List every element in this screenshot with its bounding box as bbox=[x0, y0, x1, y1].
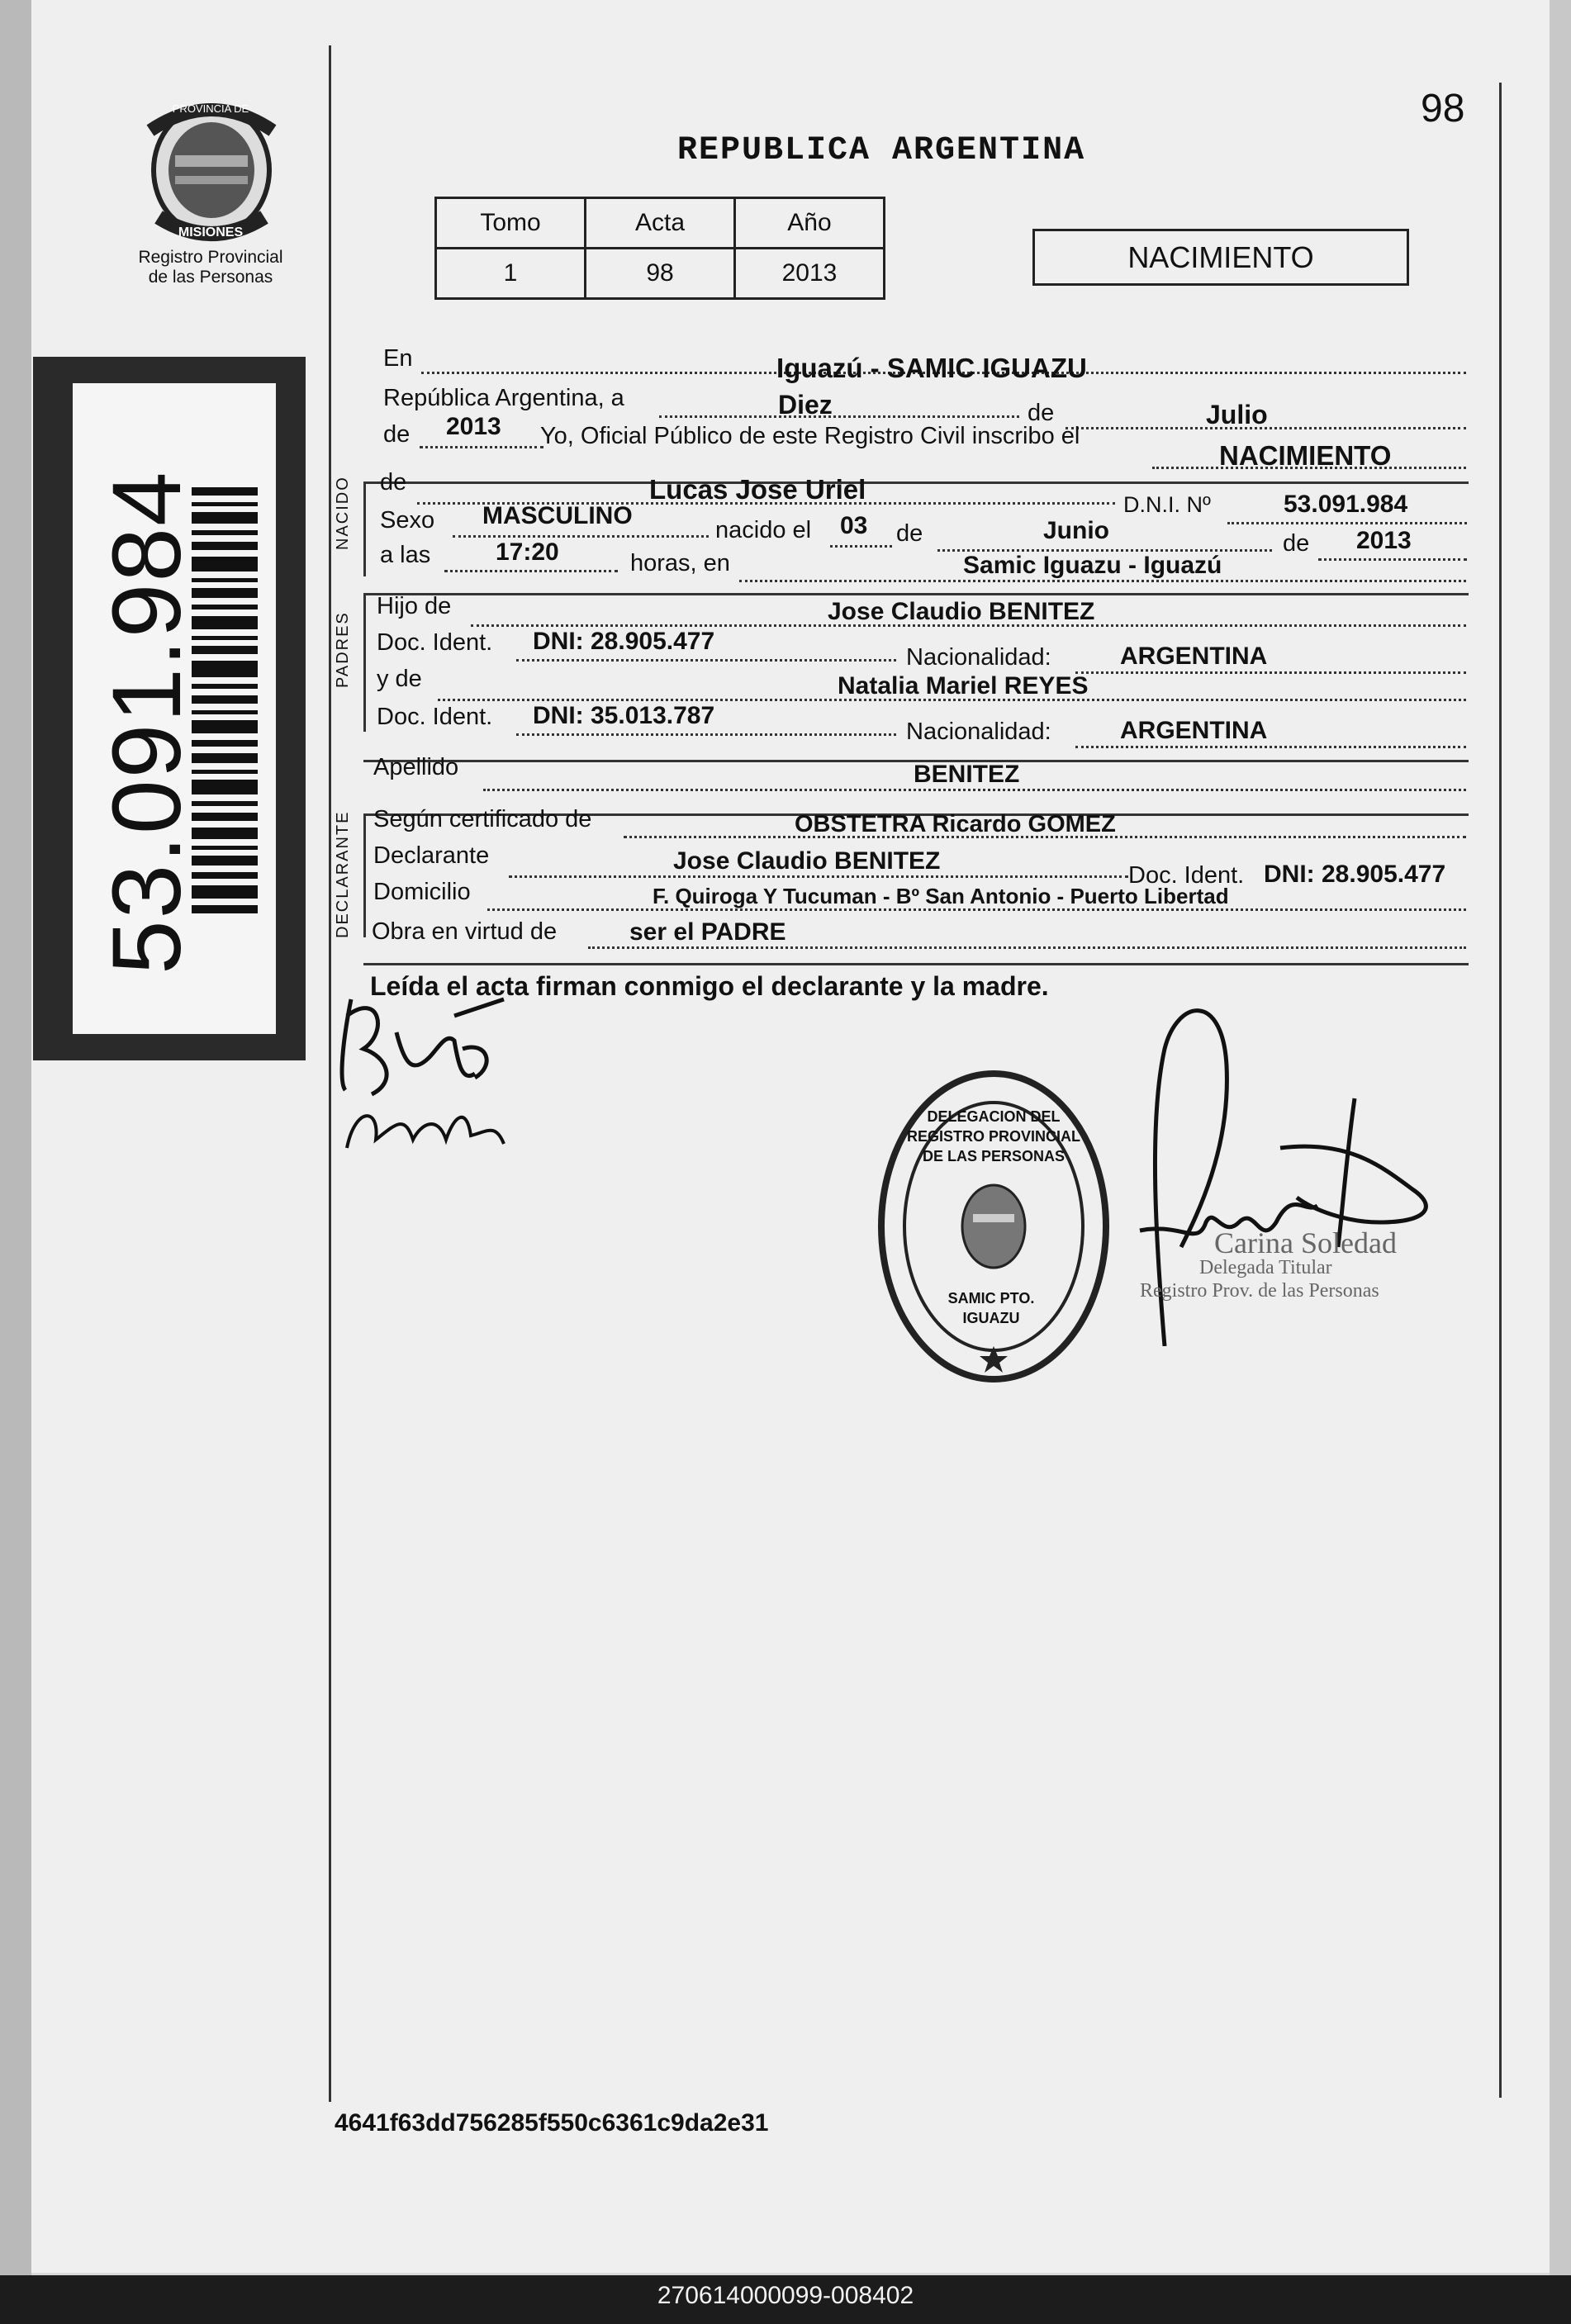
record-value-tomo: 1 bbox=[436, 249, 586, 299]
declarante-label: Declarante bbox=[373, 842, 490, 869]
child-name-value: Lucas Jose Uriel bbox=[649, 474, 866, 505]
logo-province-text: MISIONES bbox=[178, 225, 244, 240]
declarante-dots bbox=[509, 875, 1128, 878]
birth-day-value: 03 bbox=[840, 512, 868, 539]
apellido-value: BENITEZ bbox=[914, 761, 1020, 788]
birth-time-dots bbox=[444, 570, 618, 572]
document-hash: 4641f63dd756285f550c6361c9da2e31 bbox=[335, 2109, 769, 2137]
sexo-value: MASCULINO bbox=[482, 502, 633, 529]
yo-text: Yo, Oficial Público de este Registro Civil inscribo el bbox=[540, 423, 1080, 449]
mother-nat-value: ARGENTINA bbox=[1120, 717, 1268, 744]
official-stamp-title: Delegada Titular bbox=[1199, 1257, 1332, 1278]
padres-section-line bbox=[363, 593, 366, 732]
father-name-value: Jose Claudio BENITEZ bbox=[828, 598, 1095, 625]
page-number: 98 bbox=[1421, 87, 1465, 130]
birth-de-label-2: de bbox=[1283, 530, 1310, 557]
section-separator-1 bbox=[363, 481, 1469, 484]
obra-dots bbox=[588, 946, 1466, 949]
registry-name-line2: de las Personas bbox=[148, 268, 273, 287]
obra-label: Obra en virtud de bbox=[372, 918, 558, 945]
horas-label: horas, en bbox=[630, 550, 730, 576]
father-nat-value: ARGENTINA bbox=[1120, 643, 1268, 670]
right-margin-line bbox=[1499, 83, 1502, 2098]
birth-place-dots bbox=[739, 580, 1466, 582]
mother-nat-label: Nacionalidad: bbox=[906, 719, 1051, 745]
seal-outer-text: DELEGACION DEL REGISTRO PROVINCIAL DE LAS PERSONAS bbox=[907, 1108, 1081, 1164]
father-doc-value: DNI: 28.905.477 bbox=[533, 628, 715, 655]
birth-place-value: Samic Iguazu - Iguazú bbox=[963, 552, 1222, 579]
declarante-section-label: DECLARANTE bbox=[334, 810, 352, 938]
en-label: En bbox=[383, 345, 413, 372]
father-nat-dots bbox=[1075, 671, 1466, 674]
seal-inner-text: SAMIC PTO. IGUAZU bbox=[947, 1290, 1035, 1326]
birth-year-value: 2013 bbox=[1356, 527, 1412, 554]
logo-arc-text: PROVINCIA DE bbox=[172, 102, 249, 115]
segun-label: Según certificado de bbox=[373, 806, 592, 832]
bottom-code: 270614000099-008402 bbox=[657, 2282, 914, 2309]
name-de-label: de bbox=[380, 469, 407, 496]
domicilio-value: F. Quiroga Y Tucuman - Bº San Antonio - Puerto Libertad bbox=[653, 884, 1229, 908]
record-header-ano: Año bbox=[735, 198, 885, 249]
nacido-el-label: nacido el bbox=[715, 517, 812, 543]
day-value: Diez bbox=[778, 390, 833, 420]
year-value: 2013 bbox=[446, 413, 501, 440]
day-dots bbox=[659, 415, 1019, 418]
en-value: Iguazú - SAMIC IGUAZU bbox=[776, 353, 1087, 383]
hijo-label: Hijo de bbox=[377, 593, 452, 619]
closing-text: Leída el acta firman conmigo el declarante y la madre. bbox=[370, 971, 1049, 1001]
province-shield-icon bbox=[142, 97, 281, 242]
record-value-acta: 98 bbox=[586, 249, 735, 299]
y-de-label: y de bbox=[377, 666, 422, 692]
record-type-box: NACIMIENTO bbox=[1032, 229, 1409, 286]
mother-doc-value: DNI: 35.013.787 bbox=[533, 702, 715, 729]
declarante-doc-value: DNI: 28.905.477 bbox=[1264, 861, 1446, 888]
scan-left-edge bbox=[0, 0, 31, 2324]
father-doc-label: Doc. Ident. bbox=[377, 629, 493, 656]
birth-de-label: de bbox=[896, 520, 923, 547]
record-value-ano: 2013 bbox=[735, 249, 885, 299]
birth-time-value: 17:20 bbox=[496, 538, 559, 566]
act-value: NACIMIENTO bbox=[1219, 440, 1392, 471]
declarante-value: Jose Claudio BENITEZ bbox=[673, 847, 941, 875]
declarante-doc-label: Doc. Ident. bbox=[1128, 862, 1245, 889]
header-title: REPUBLICA ARGENTINA bbox=[677, 132, 1086, 169]
mother-doc-label: Doc. Ident. bbox=[377, 704, 493, 730]
nacido-section-label: NACIDO bbox=[334, 476, 352, 550]
official-stamp-name: Carina Soledad bbox=[1214, 1226, 1397, 1259]
month-value: Julio bbox=[1206, 400, 1268, 429]
mother-doc-dots bbox=[516, 733, 896, 736]
padres-section-label: PADRES bbox=[334, 611, 352, 688]
apellido-label: Apellido bbox=[373, 754, 459, 780]
record-header-acta: Acta bbox=[586, 198, 735, 249]
id-number-vertical: 53.091.984 bbox=[93, 470, 202, 975]
official-stamp-office: Registro Prov. de las Personas bbox=[1140, 1280, 1379, 1302]
dni-dots bbox=[1227, 522, 1467, 524]
father-doc-dots bbox=[516, 659, 896, 662]
de-year-label: de bbox=[383, 421, 411, 448]
record-table bbox=[434, 197, 885, 300]
segun-value: OBSTETRA Ricardo GOMEZ bbox=[795, 811, 1116, 837]
section-separator-5 bbox=[363, 963, 1469, 965]
year-dots bbox=[420, 446, 543, 448]
apellido-dots bbox=[483, 789, 1466, 791]
birth-month-value: Junio bbox=[1043, 517, 1109, 544]
a-las-label: a las bbox=[380, 542, 431, 568]
declarante-section-line bbox=[363, 813, 366, 937]
domicilio-label: Domicilio bbox=[373, 879, 471, 905]
record-header-tomo: Tomo bbox=[436, 198, 586, 249]
scan-right-edge bbox=[1550, 0, 1571, 2324]
sexo-dots bbox=[453, 535, 709, 538]
sexo-label: Sexo bbox=[380, 507, 435, 534]
child-dni-value: 53.091.984 bbox=[1284, 491, 1408, 518]
republica-label: República Argentina, a bbox=[383, 385, 624, 411]
father-nat-label: Nacionalidad: bbox=[906, 644, 1051, 671]
mother-name-value: Natalia Mariel REYES bbox=[838, 672, 1089, 700]
nacido-section-line bbox=[363, 481, 366, 576]
de-label: de bbox=[1028, 400, 1055, 426]
registry-name-line1: Registro Provincial bbox=[138, 248, 283, 267]
declarant-signature bbox=[330, 983, 529, 1164]
section-separator-2 bbox=[363, 593, 1469, 595]
dni-label: D.N.I. Nº bbox=[1123, 492, 1211, 517]
mother-nat-dots bbox=[1075, 746, 1466, 748]
birth-year-dots bbox=[1318, 558, 1467, 561]
birth-day-dots bbox=[830, 545, 892, 548]
obra-value: ser el PADRE bbox=[629, 918, 786, 946]
